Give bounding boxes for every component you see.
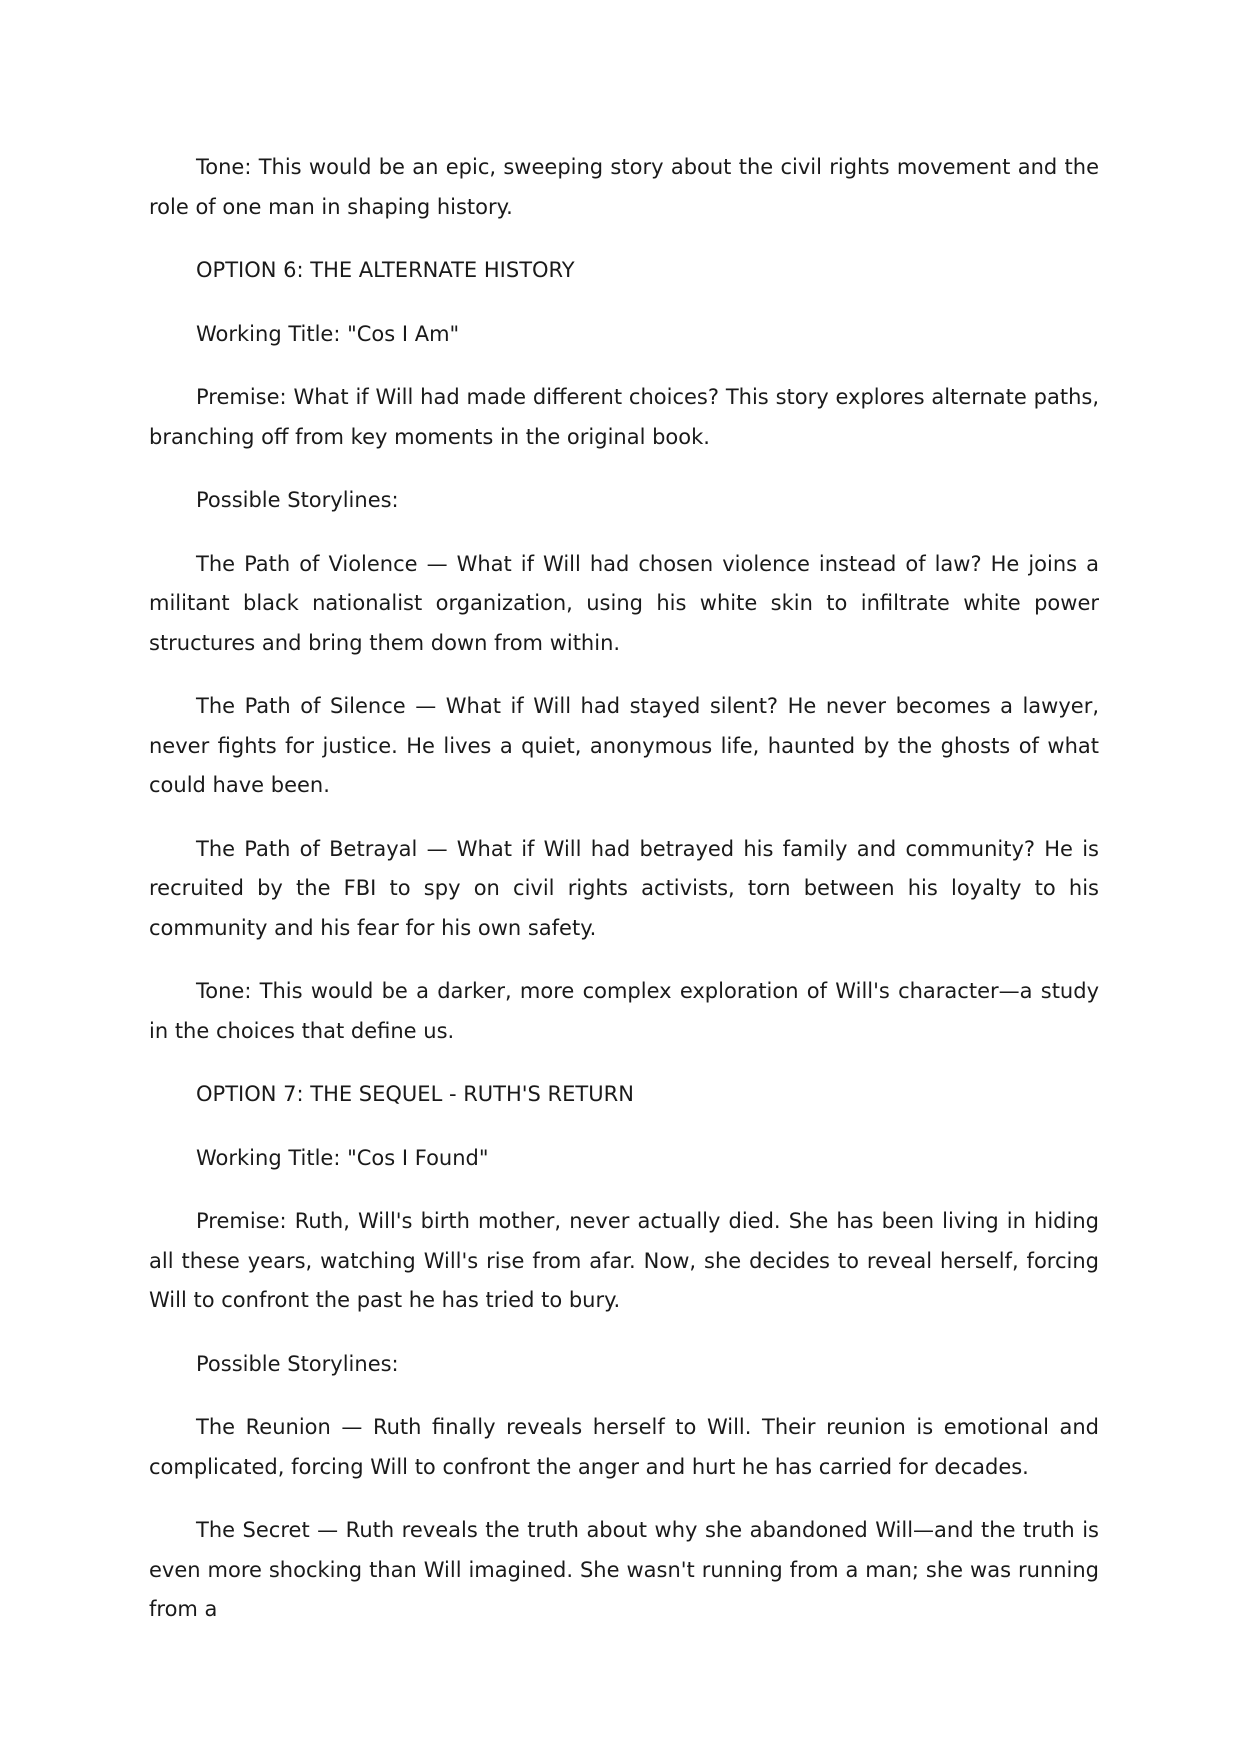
- paragraph-the-secret: The Secret — Ruth reveals the truth about why she abandoned Will—and the truth is even more shocking than Will imagined. She wasn't running from a man; she was running from a: [149, 1518, 1099, 1621]
- paragraph-premise-option-7: Premise: Ruth, Will's birth mother, never actually died. She has been living in hiding all these years, watching Will's rise from afar. Now, she decides to reveal herself, forcing Will to confront the past he has tried to bury.: [149, 1209, 1099, 1312]
- storylines-label-option-6: Possible Storylines:: [196, 488, 399, 512]
- paragraph-tone-darker: Tone: This would be a darker, more complex exploration of Will's character—a study in the choices that define us.: [149, 979, 1099, 1043]
- document-body: [149, 148, 1099, 1654]
- storylines-label-option-7: Possible Storylines:: [196, 1351, 399, 1376]
- paragraph-path-of-violence: The Path of Violence — What if Will had chosen violence instead of law? He joins a militant black nationalist organization, using his white skin to infiltrate white power structures and bring them down from within.: [149, 551, 1099, 655]
- paragraph-premise-option-6: Premise: What if Will had made different choices? This story explores alternate paths, branching off from key moments in the original book.: [149, 385, 1099, 449]
- heading-option-6: OPTION 6: THE ALTERNATE HISTORY: [196, 258, 575, 282]
- heading-option-7: OPTION 7: THE SEQUEL - RUTH'S RETURN: [196, 1082, 634, 1106]
- paragraph-the-reunion: The Reunion — Ruth finally reveals herself to Will. Their reunion is emotional and complicated, forcing Will to confront the anger and hurt he has carried for decades.: [149, 1415, 1099, 1479]
- working-title-option-7: Working Title: "Cos I Found": [196, 1145, 489, 1170]
- working-title-option-6: Working Title: "Cos I Am": [196, 321, 460, 346]
- paragraph-path-of-silence: The Path of Silence — What if Will had stayed silent? He never becomes a lawyer, never fights for justice. He lives a quiet, anonymous life, haunted by the ghosts of what could have been.: [149, 694, 1099, 797]
- paragraph-path-of-betrayal: The Path of Betrayal — What if Will had betrayed his family and community? He is recruited by the FBI to spy on civil rights activists, torn between his loyalty to his community and his fear for his own safety.: [149, 836, 1099, 940]
- paragraph-tone-epic: Tone: This would be an epic, sweeping story about the civil rights movement and the role of one man in shaping history.: [149, 155, 1099, 219]
